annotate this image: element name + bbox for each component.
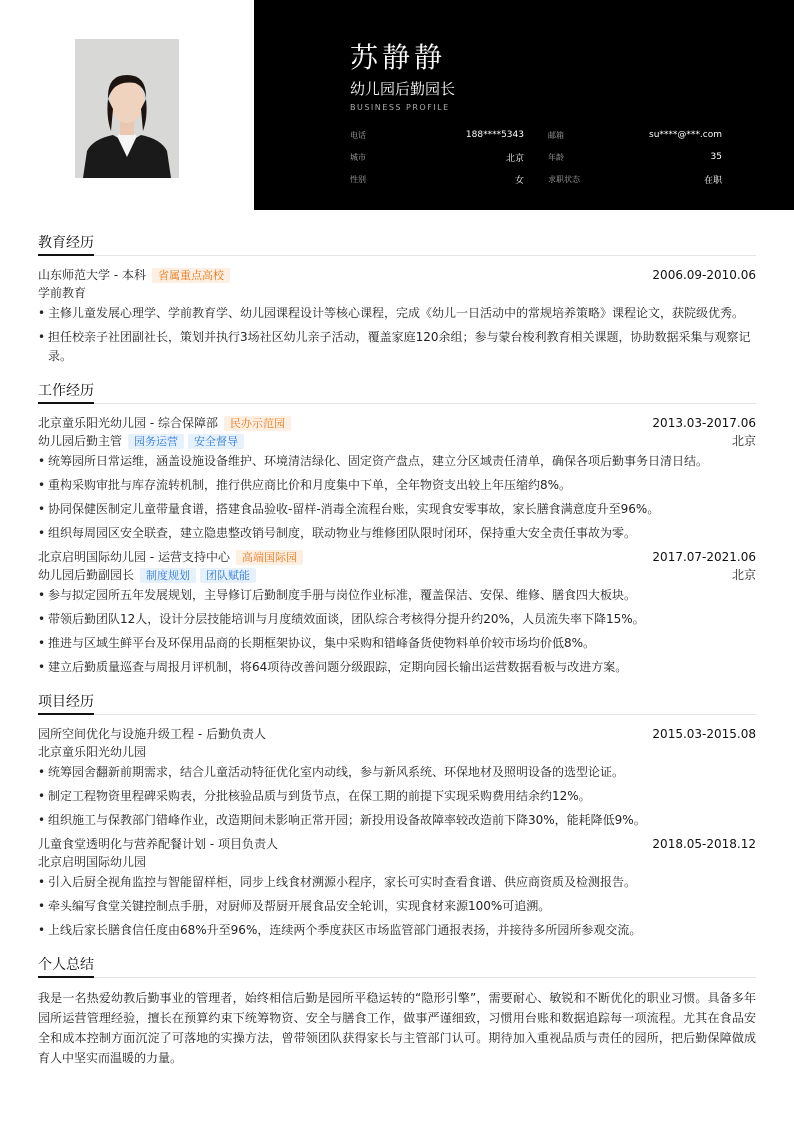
company-tag: 民办示范园 [224,416,291,431]
info-value: 女 [514,175,524,186]
project-bullets [38,763,756,830]
project-name: 园所空间优化与设施升级工程 - 后勤负责人 [38,727,266,741]
section-title: 项目经历 [38,691,756,715]
job-bullets [38,452,756,543]
project-entry [38,835,756,940]
section-title: 教育经历 [38,232,756,256]
section-title: 工作经历 [38,380,756,404]
major: 学前教育 [38,286,87,300]
info-value: 188****5343 [465,130,524,140]
list-item: • 组织施工与保教部门错峰作业，改造期间未影响正常开园；新投用设备故障率较改造前下降30%，能耗降低9%。 [38,811,756,830]
project-org: 北京启明国际幼儿园 [38,855,147,869]
company-tag: 高端国际园 [236,550,303,565]
work-section [38,380,756,677]
list-item: • 建立后勤质量巡查与周报月评机制，将64项待改善问题分级跟踪，定期向园长输出运营数据看板与改进方案。 [38,658,756,677]
company-name: 北京启明国际幼儿园 - 运营支持中心 [38,550,230,564]
profile-caption: BUSINESS PROFILE [350,103,450,112]
list-item: • 协同保健医制定儿童带量食谱，搭建食品验收-留样-消毒全流程台账，实现食安零事故，家长膳食满意度升至96%。 [38,500,756,519]
info-phone [350,124,524,146]
resume-body [38,232,756,1082]
list-item: • 带领后勤团队12人，设计分层技能培训与月度绩效面谈，团队综合考核得分提升约20%，人员流失率下降15%。 [38,610,756,629]
projects-section [38,691,756,940]
info-label: 年龄 [548,152,564,162]
info-value: 北京 [505,153,524,164]
info-status [548,168,722,190]
header-banner [254,0,794,210]
job-bullets [38,586,756,677]
project-name: 儿童食堂透明化与营养配餐计划 - 项目负责人 [38,837,278,851]
skill-tag: 团队赋能 [200,568,256,583]
info-value: 35 [710,152,722,162]
info-label: 城市 [350,152,366,162]
list-item: • 统筹园舍翻新前期需求，结合儿童活动特征优化室内动线，参与新风系统、环保地材及照明设备的选型论证。 [38,763,756,782]
info-value: 在职 [703,175,722,186]
info-label: 电话 [350,130,366,140]
job-date: 2017.07-2021.06 [652,550,756,564]
info-gender [350,168,524,190]
list-item: • 上线后家长膳食信任度由68%升至96%，连续两个季度获区市场监管部门通报表扬，并接待多所园所参观交流。 [38,921,756,940]
list-item: • 推进与区域生鲜平台及环保用品商的长期框架协议，集中采购和错峰备货使物料单价较市场均价低8%。 [38,634,756,653]
list-item: • 参与拟定园所五年发展规划，主导修订后勤制度手册与岗位作业标准，覆盖保洁、安保、维修、膳食四大板块。 [38,586,756,605]
skill-tag: 安全督导 [188,434,244,449]
skill-tag: 制度规划 [140,568,196,583]
education-date: 2006.09-2010.06 [652,268,756,282]
position: 幼儿园后勤主管 [38,434,123,448]
info-email [548,124,722,146]
project-org: 北京童乐阳光幼儿园 [38,745,147,759]
list-item: • 制定工程物资里程碑采购表，分批核验品质与到货节点，在保工期的前提下实现采购费用结余约12%。 [38,787,756,806]
avatar [75,39,179,178]
info-age [548,146,722,168]
info-city [350,146,524,168]
info-value: su****@***.com [649,130,722,140]
list-item: • 主修儿童发展心理学、学前教育学、幼儿园课程设计等核心课程，完成《幼儿一日活动中的常规培养策略》课程论文，获院级优秀。 [38,304,756,323]
info-label: 邮箱 [548,130,564,140]
list-item: • 统筹园所日常运维，涵盖设施设备维护、环境清洁绿化、固定资产盘点，建立分区域责任清单，确保各项后勤事务日清日结。 [38,452,756,471]
school-name: 山东师范大学 - 本科 [38,268,146,282]
job-city: 北京 [731,434,756,448]
contact-info [350,124,722,190]
info-label: 性别 [350,174,366,184]
list-item: • 担任校亲子社团副社长，策划并执行3场社区幼儿亲子活动，覆盖家庭120余组；参与蒙台梭利教育相关课题，协助数据采集与观察记录。 [38,328,756,366]
list-item: • 牵头编写食堂关键控制点手册，对厨师及帮厨开展食品安全轮训，实现食材来源100%可追溯。 [38,897,756,916]
project-date: 2015.03-2015.08 [652,727,756,741]
section-title: 个人总结 [38,954,756,978]
education-entry [38,266,756,366]
job-entry [38,548,756,677]
job-city: 北京 [731,568,756,582]
list-item: • 引入后厨全视角监控与智能留样柜，同步上线食材溯源小程序，家长可实时查看食谱、供应商资质及检测报告。 [38,873,756,892]
candidate-name: 苏静静 [350,41,447,74]
job-date: 2013.03-2017.06 [652,416,756,430]
project-bullets [38,873,756,940]
company-name: 北京童乐阳光幼儿园 - 综合保障部 [38,416,218,430]
education-bullets [38,304,756,366]
job-entry [38,414,756,543]
summary-text: 我是一名热爱幼教后勤事业的管理者，始终相信后勤是园所平稳运转的“隐形引擎”，需要耐心、敏锐和不断优化的职业习惯。具备多年园所运营管理经验，擅长在预算约束下统筹物资、安全与膳食工作，做事严谨细致，习惯用台账和数据追踪每一项流程。尤其在食品安全和成本控制方面沉淀了可落地的实操方法，曾带领团队获得家长与主管部门认可。期待加入重视品质与责任的园所，把后勤保障做成育人中坚实而温暖的力量。 [38,991,756,1065]
position: 幼儿园后勤副园长 [38,568,135,582]
list-item: • 组织每周园区安全联查，建立隐患整改销号制度，联动物业与维修团队限时闭环，保持重大安全责任事故为零。 [38,524,756,543]
skill-tag: 园务运营 [128,434,184,449]
info-label: 求职状态 [548,174,580,184]
project-date: 2018.05-2018.12 [652,837,756,851]
school-tag: 省属重点高校 [152,268,230,283]
education-section [38,232,756,366]
summary-section [38,954,756,1068]
list-item: • 重构采购审批与库存流转机制，推行供应商比价和月度集中下单，全年物资支出较上年压缩约8%。 [38,476,756,495]
candidate-title: 幼儿园后勤园长 [350,80,456,98]
photo-area [0,0,254,210]
project-entry [38,725,756,830]
